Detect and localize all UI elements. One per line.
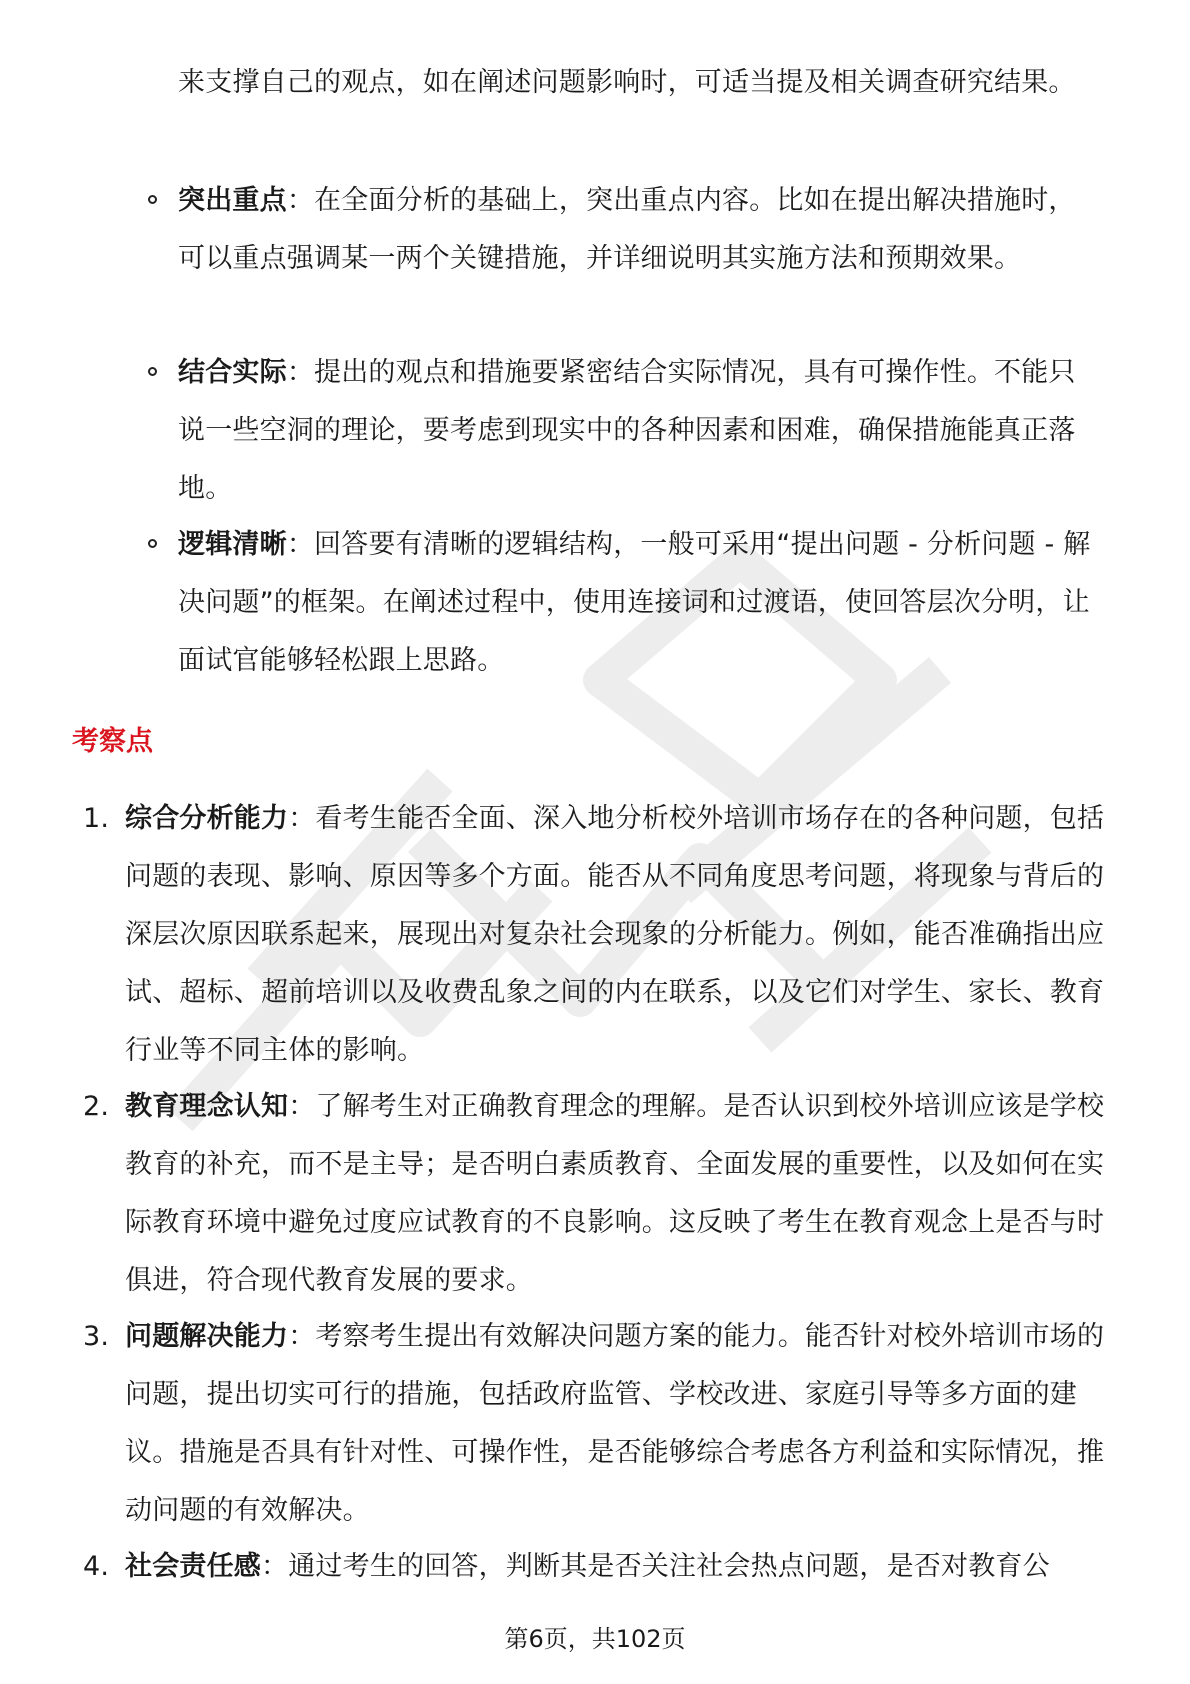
item-term: 社会责任感	[125, 1551, 261, 1582]
numbered-item	[83, 1078, 1110, 1310]
item-term: 综合分析能力	[125, 803, 289, 834]
item-term: 教育理念认知	[125, 1091, 289, 1122]
circle-bullet-icon	[148, 367, 157, 376]
bullet-item	[178, 516, 1093, 690]
bullet-text: 回答要有清晰的逻辑结构，一般可采用“提出问题 - 分析问题 - 解决问题”的框架。在阐述过程中，使用连接词和过渡语，使回答层次分明，让面试官能够轻松跟上思路。	[178, 529, 1091, 676]
bullet-term: 逻辑清晰	[178, 529, 287, 560]
item-number: 1.	[83, 803, 110, 834]
bullet-text: 在全面分析的基础上，突出重点内容。比如在提出解决措施时，可以重点强调某一两个关键措施，并详细说明其实施方法和预期效果。	[178, 185, 1076, 274]
numbered-item	[83, 1308, 1110, 1540]
bullet-item	[178, 172, 1093, 288]
item-number: 3.	[83, 1321, 110, 1352]
bullet-term: 突出重点	[178, 185, 287, 216]
item-text: 看考生能否全面、深入地分析校外培训市场存在的各种问题，包括问题的表现、影响、原因等多个方面。能否从不同角度思考问题，将现象与背后的深层次原因联系起来，展现出对复杂社会现象的分析能力。例如，能否准确指出应试、超标、超前培训以及收费乱象之间的内在联系，以及它们对学生、家长、教育行业等不同主体的影响。	[125, 803, 1105, 1066]
numbered-item	[83, 1538, 1110, 1596]
bullet-separator: ：	[286, 185, 315, 216]
continuation-text: 来支撑自己的观点，如在阐述问题影响时，可适当提及相关调查研究结果。	[178, 67, 1076, 98]
item-separator: ：	[288, 1321, 316, 1352]
item-separator: ：	[288, 803, 316, 834]
item-text: 通过考生的回答，判断其是否关注社会热点问题，是否对教育公	[288, 1551, 1050, 1582]
bullet-term: 结合实际	[178, 357, 287, 388]
bullet-item	[178, 344, 1093, 518]
bullet-continuation	[178, 54, 1093, 112]
page-footer: 第6页，共102页	[504, 1625, 686, 1653]
bullet-separator: ：	[286, 357, 315, 388]
circle-bullet-icon	[148, 195, 157, 204]
item-number: 4.	[83, 1551, 110, 1582]
circle-bullet-icon	[148, 539, 157, 548]
bullet-separator: ：	[286, 529, 315, 560]
item-text: 了解考生对正确教育理念的理解。是否认识到校外培训应该是学校教育的补充，而不是主导；是否明白素质教育、全面发展的重要性，以及如何在实际教育环境中避免过度应试教育的不良影响。这反映了考生在教育观念上是否与时俱进，符合现代教育发展的要求。	[125, 1091, 1105, 1296]
item-number: 2.	[83, 1091, 110, 1122]
numbered-item	[83, 790, 1110, 1080]
item-term: 问题解决能力	[125, 1321, 289, 1352]
item-separator: ：	[288, 1091, 316, 1122]
item-separator: ：	[261, 1551, 289, 1582]
item-text: 考察考生提出有效解决问题方案的能力。能否针对校外培训市场的问题，提出切实可行的措施，包括政府监管、学校改进、家庭引导等多方面的建议。措施是否具有针对性、可操作性，是否能够综合考虑各方利益和实际情况，推动问题的有效解决。	[125, 1321, 1105, 1526]
bullet-text: 提出的观点和措施要紧密结合实际情况，具有可操作性。不能只说一些空洞的理论，要考虑到现实中的各种因素和困难，确保措施能真正落地。	[178, 357, 1076, 504]
section-heading: 考察点	[72, 726, 153, 757]
